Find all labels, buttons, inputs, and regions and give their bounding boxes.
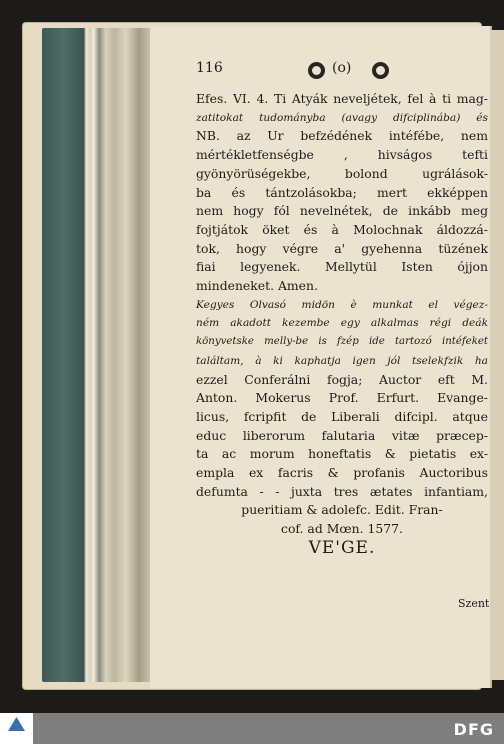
right-page-edge xyxy=(490,30,504,680)
text-line: licus, fcripfit de Liberali difcipl. atque xyxy=(196,408,488,424)
text-line: defumta - - juxta tres ætates infantiam, xyxy=(196,483,488,499)
text-line: empla ex facris & profanis Auctoribus xyxy=(196,465,488,481)
text-line: találtam, à ki kaphatja igen jól tselekfzik ha xyxy=(196,354,488,367)
text-line: cof. ad Mœn. 1577. xyxy=(281,521,403,537)
ornament-right-icon xyxy=(372,62,389,79)
text-line: educ liberorum falutaria vitæ præcep- xyxy=(196,427,488,443)
text-line: NB. az Ur befzédének intéfébe, nem xyxy=(196,128,488,144)
page-number: 116 xyxy=(196,60,223,76)
viewer-footer-bar xyxy=(0,713,504,744)
text-line: ba és tántzolásokba; mert ekképpen xyxy=(196,184,488,200)
dfg-logo: DFG xyxy=(453,720,494,739)
catchword: Szent xyxy=(458,597,490,610)
text-line: pueritiam & adolefc. Edit. Fran- xyxy=(241,502,443,518)
text-line: könyvetske melly-be is fzép ide tartozó intéfeket xyxy=(196,336,488,348)
header-ornament: (o) xyxy=(332,60,352,76)
text-line: Anton. Mokerus Prof. Erfurt. Evange- xyxy=(196,390,488,406)
text-line: nem hogy fól nevelnétek, de inkább meg xyxy=(196,203,488,219)
text-line: ném akadott kezembe egy alkalmas régi deák xyxy=(196,317,488,330)
text-line: mindeneket. Amen. xyxy=(196,278,318,294)
library-logo-icon xyxy=(0,713,33,744)
page-edges xyxy=(42,28,152,682)
text-line: fiai legyenek. Mellytül Isten ójjon xyxy=(196,259,488,275)
text-line: tok, hogy végre a' gyehenna tüzének xyxy=(196,240,488,256)
text-line: fojtjátok öket és à Molochnak áldozzá- xyxy=(196,221,488,237)
text-line: mértékletfenségbe , hivságos tefti xyxy=(196,147,488,163)
text-line: ta ac morum honeftatis & pietatis ex- xyxy=(196,446,488,462)
end-title: VE'GE. xyxy=(308,537,376,558)
page-header xyxy=(196,60,396,82)
text-line: Kegyes Olvasó midön è munkat el végez- xyxy=(196,298,488,311)
text-line: ezzel Conferálni fogja; Auctor eft M. xyxy=(196,371,488,387)
page-body xyxy=(196,90,488,558)
ornament-left-icon xyxy=(308,62,325,79)
logo-mark-icon xyxy=(8,717,25,731)
text-line: zatitokat tudományba (avagy difciplinába) és xyxy=(196,111,488,124)
text-line: Efes. VI. 4. Ti Atyák neveljétek, fel à ti mag- xyxy=(196,91,488,106)
text-line: gyönyörüségekbe, bolond ugrálások- xyxy=(196,165,488,181)
